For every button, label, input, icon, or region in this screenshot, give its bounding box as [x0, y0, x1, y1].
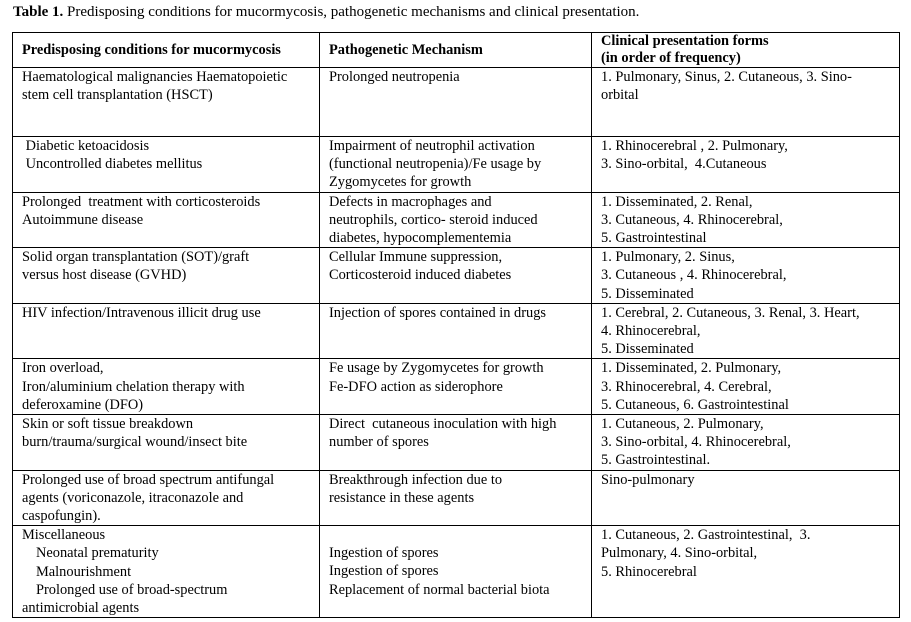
cell-line: burn/trauma/surgical wound/insect bite: [22, 434, 248, 451]
cell-line: Breakthrough infection due to: [329, 471, 503, 488]
cell-line: 1. Cutaneous, 2. Gastrointestinal, 3.: [601, 527, 811, 544]
cell-line: 3. Cutaneous , 4. Rhinocerebral,: [601, 267, 787, 284]
cell-line: 5. Disseminated: [601, 341, 694, 358]
cell-line: Prolonged neutropenia: [329, 69, 460, 85]
cell-line: 3. Cutaneous, 4. Rhinocerebral,: [601, 211, 783, 228]
cell-clinical: [592, 192, 900, 248]
cell-predisposing: [13, 248, 320, 304]
column-header-mechanism: Pathogenetic Mechanism: [320, 33, 592, 68]
cell-predisposing: [13, 192, 320, 248]
cell-line: Direct cutaneous inoculation with high: [329, 416, 557, 433]
cell-line: antimicrobial agents: [22, 600, 140, 617]
table-row: [13, 470, 900, 526]
cell-line: 1. Disseminated, 2. Renal,: [601, 193, 753, 210]
cell-line: Uncontrolled diabetes mellitus: [22, 156, 203, 173]
cell-line: resistance in these agents: [329, 489, 475, 506]
cell-line: 1. Pulmonary, 2. Sinus,: [601, 249, 735, 266]
cell-line: 5. Gastrointestinal.: [601, 452, 711, 469]
cell-line: Prolonged use of broad spectrum antifungal: [22, 471, 275, 488]
cell-mechanism: [320, 359, 592, 415]
cell-line: 1. Cerebral, 2. Cutaneous, 3. Renal, 3. Heart,: [601, 304, 860, 321]
cell-line: Diabetic ketoacidosis: [22, 138, 150, 154]
cell-mechanism: [320, 248, 592, 304]
cell-clinical: [592, 137, 900, 193]
column-header-clinical-line-2: (in order of frequency): [601, 50, 741, 66]
cell-line: Prolonged use of broad-spectrum: [36, 581, 228, 598]
cell-line: 5. Disseminated: [601, 285, 694, 302]
cell-line: 4. Rhinocerebral,: [601, 323, 701, 340]
cell-mechanism: [320, 415, 592, 471]
cell-line: 3. Sino-orbital, 4.Cutaneous: [601, 156, 767, 173]
cell-mechanism: [320, 192, 592, 248]
cell-line: (functional neutropenia)/Fe usage by: [329, 156, 542, 173]
cell-line: Malnourishment: [36, 563, 132, 580]
cell-line: Autoimmune disease: [22, 211, 144, 228]
cell-line: Replacement of normal bacterial biota: [329, 581, 550, 598]
cell-line: stem cell transplantation (HSCT): [22, 87, 213, 104]
cell-predisposing: [13, 415, 320, 471]
cell-clinical: [592, 303, 900, 359]
cell-line: Corticosteroid induced diabetes: [329, 267, 512, 284]
cell-line: 5. Rhinocerebral: [601, 563, 697, 580]
cell-blank-line: [329, 526, 587, 544]
cell-line: 1. Pulmonary, Sinus, 2. Cutaneous, 3. Sino-: [601, 69, 852, 85]
cell-line: 1. Rhinocerebral , 2. Pulmonary,: [601, 138, 788, 154]
cell-line: Prolonged treatment with corticosteroids: [22, 193, 261, 210]
cell-line: Ingestion of spores: [329, 563, 439, 580]
cell-line: 3. Sino-orbital, 4. Rhinocerebral,: [601, 434, 791, 451]
column-header-predisposing: Predisposing conditions for mucormycosis: [13, 33, 320, 68]
cell-line: Cellular Immune suppression,: [329, 249, 503, 266]
cell-clinical: [592, 470, 900, 526]
cell-line: Sino-pulmonary: [601, 471, 695, 488]
cell-line: Skin or soft tissue breakdown: [22, 416, 194, 433]
cell-line: caspofungin).: [22, 508, 101, 525]
cell-line: Fe-DFO action as siderophore: [329, 378, 503, 395]
cell-line: 5. Cutaneous, 6. Gastrointestinal: [601, 396, 789, 413]
cell-line: Solid organ transplantation (SOT)/graft: [22, 249, 250, 266]
cell-predisposing: [13, 68, 320, 137]
cell-line: Defects in macrophages and: [329, 193, 492, 210]
cell-line: Iron overload,: [22, 360, 104, 377]
table-row: [13, 192, 900, 248]
table-row: [13, 248, 900, 304]
cell-mechanism: [320, 303, 592, 359]
cell-predisposing: [13, 137, 320, 193]
table-row: [13, 526, 900, 618]
table-row: [13, 303, 900, 359]
cell-line: Impairment of neutrophil activation: [329, 138, 535, 154]
cell-line: 1. Cutaneous, 2. Pulmonary,: [601, 416, 764, 433]
table-row: [13, 68, 900, 137]
cell-predisposing: [13, 359, 320, 415]
cell-line: 3. Rhinocerebral, 4. Cerebral,: [601, 378, 772, 395]
data-table: [12, 32, 900, 618]
column-header-clinical: [592, 33, 900, 68]
table-caption-text: Predisposing conditions for mucormycosis, pathogenetic mechanisms and clinical presentation.: [63, 4, 640, 20]
cell-clinical: [592, 526, 900, 618]
cell-line: neutrophils, cortico- steroid induced: [329, 211, 538, 228]
cell-mechanism: [320, 68, 592, 137]
cell-line: orbital: [601, 87, 639, 104]
cell-line: Haematological malignancies Haematopoietic: [22, 69, 288, 85]
cell-line: number of spores: [329, 434, 429, 451]
cell-predisposing: [13, 470, 320, 526]
cell-line: Zygomycetes for growth: [329, 174, 472, 191]
cell-predisposing: [13, 303, 320, 359]
cell-line: Neonatal prematurity: [36, 545, 159, 562]
table-header-row: [13, 33, 900, 68]
cell-line: Ingestion of spores: [329, 545, 439, 562]
cell-line: Fe usage by Zygomycetes for growth: [329, 360, 544, 377]
cell-clinical: [592, 359, 900, 415]
cell-line: Pulmonary, 4. Sino-orbital,: [601, 545, 758, 562]
table-row: [13, 415, 900, 471]
table-caption-label: Table 1.: [13, 4, 64, 20]
cell-line: deferoxamine (DFO): [22, 396, 144, 413]
cell-mechanism: [320, 470, 592, 526]
cell-line: diabetes, hypocomplementemia: [329, 230, 512, 247]
cell-line: agents (voriconazole, itraconazole and: [22, 489, 244, 506]
cell-line: Iron/aluminium chelation therapy with: [22, 378, 245, 395]
cell-line: Miscellaneous: [22, 527, 106, 544]
table-row: [13, 137, 900, 193]
cell-line: HIV infection/Intravenous illicit drug use: [22, 304, 261, 321]
table-row: [13, 359, 900, 415]
cell-clinical: [592, 68, 900, 137]
cell-mechanism: [320, 526, 592, 618]
cell-predisposing: [13, 526, 320, 618]
cell-line: versus host disease (GVHD): [22, 267, 187, 284]
cell-line: Injection of spores contained in drugs: [329, 304, 547, 321]
cell-clinical: [592, 415, 900, 471]
cell-line: 1. Disseminated, 2. Pulmonary,: [601, 360, 782, 377]
cell-line: 5. Gastrointestinal: [601, 230, 707, 247]
cell-mechanism: [320, 137, 592, 193]
table-caption: [13, 3, 639, 21]
column-header-clinical-line-1: Clinical presentation forms: [601, 33, 769, 49]
cell-clinical: [592, 248, 900, 304]
